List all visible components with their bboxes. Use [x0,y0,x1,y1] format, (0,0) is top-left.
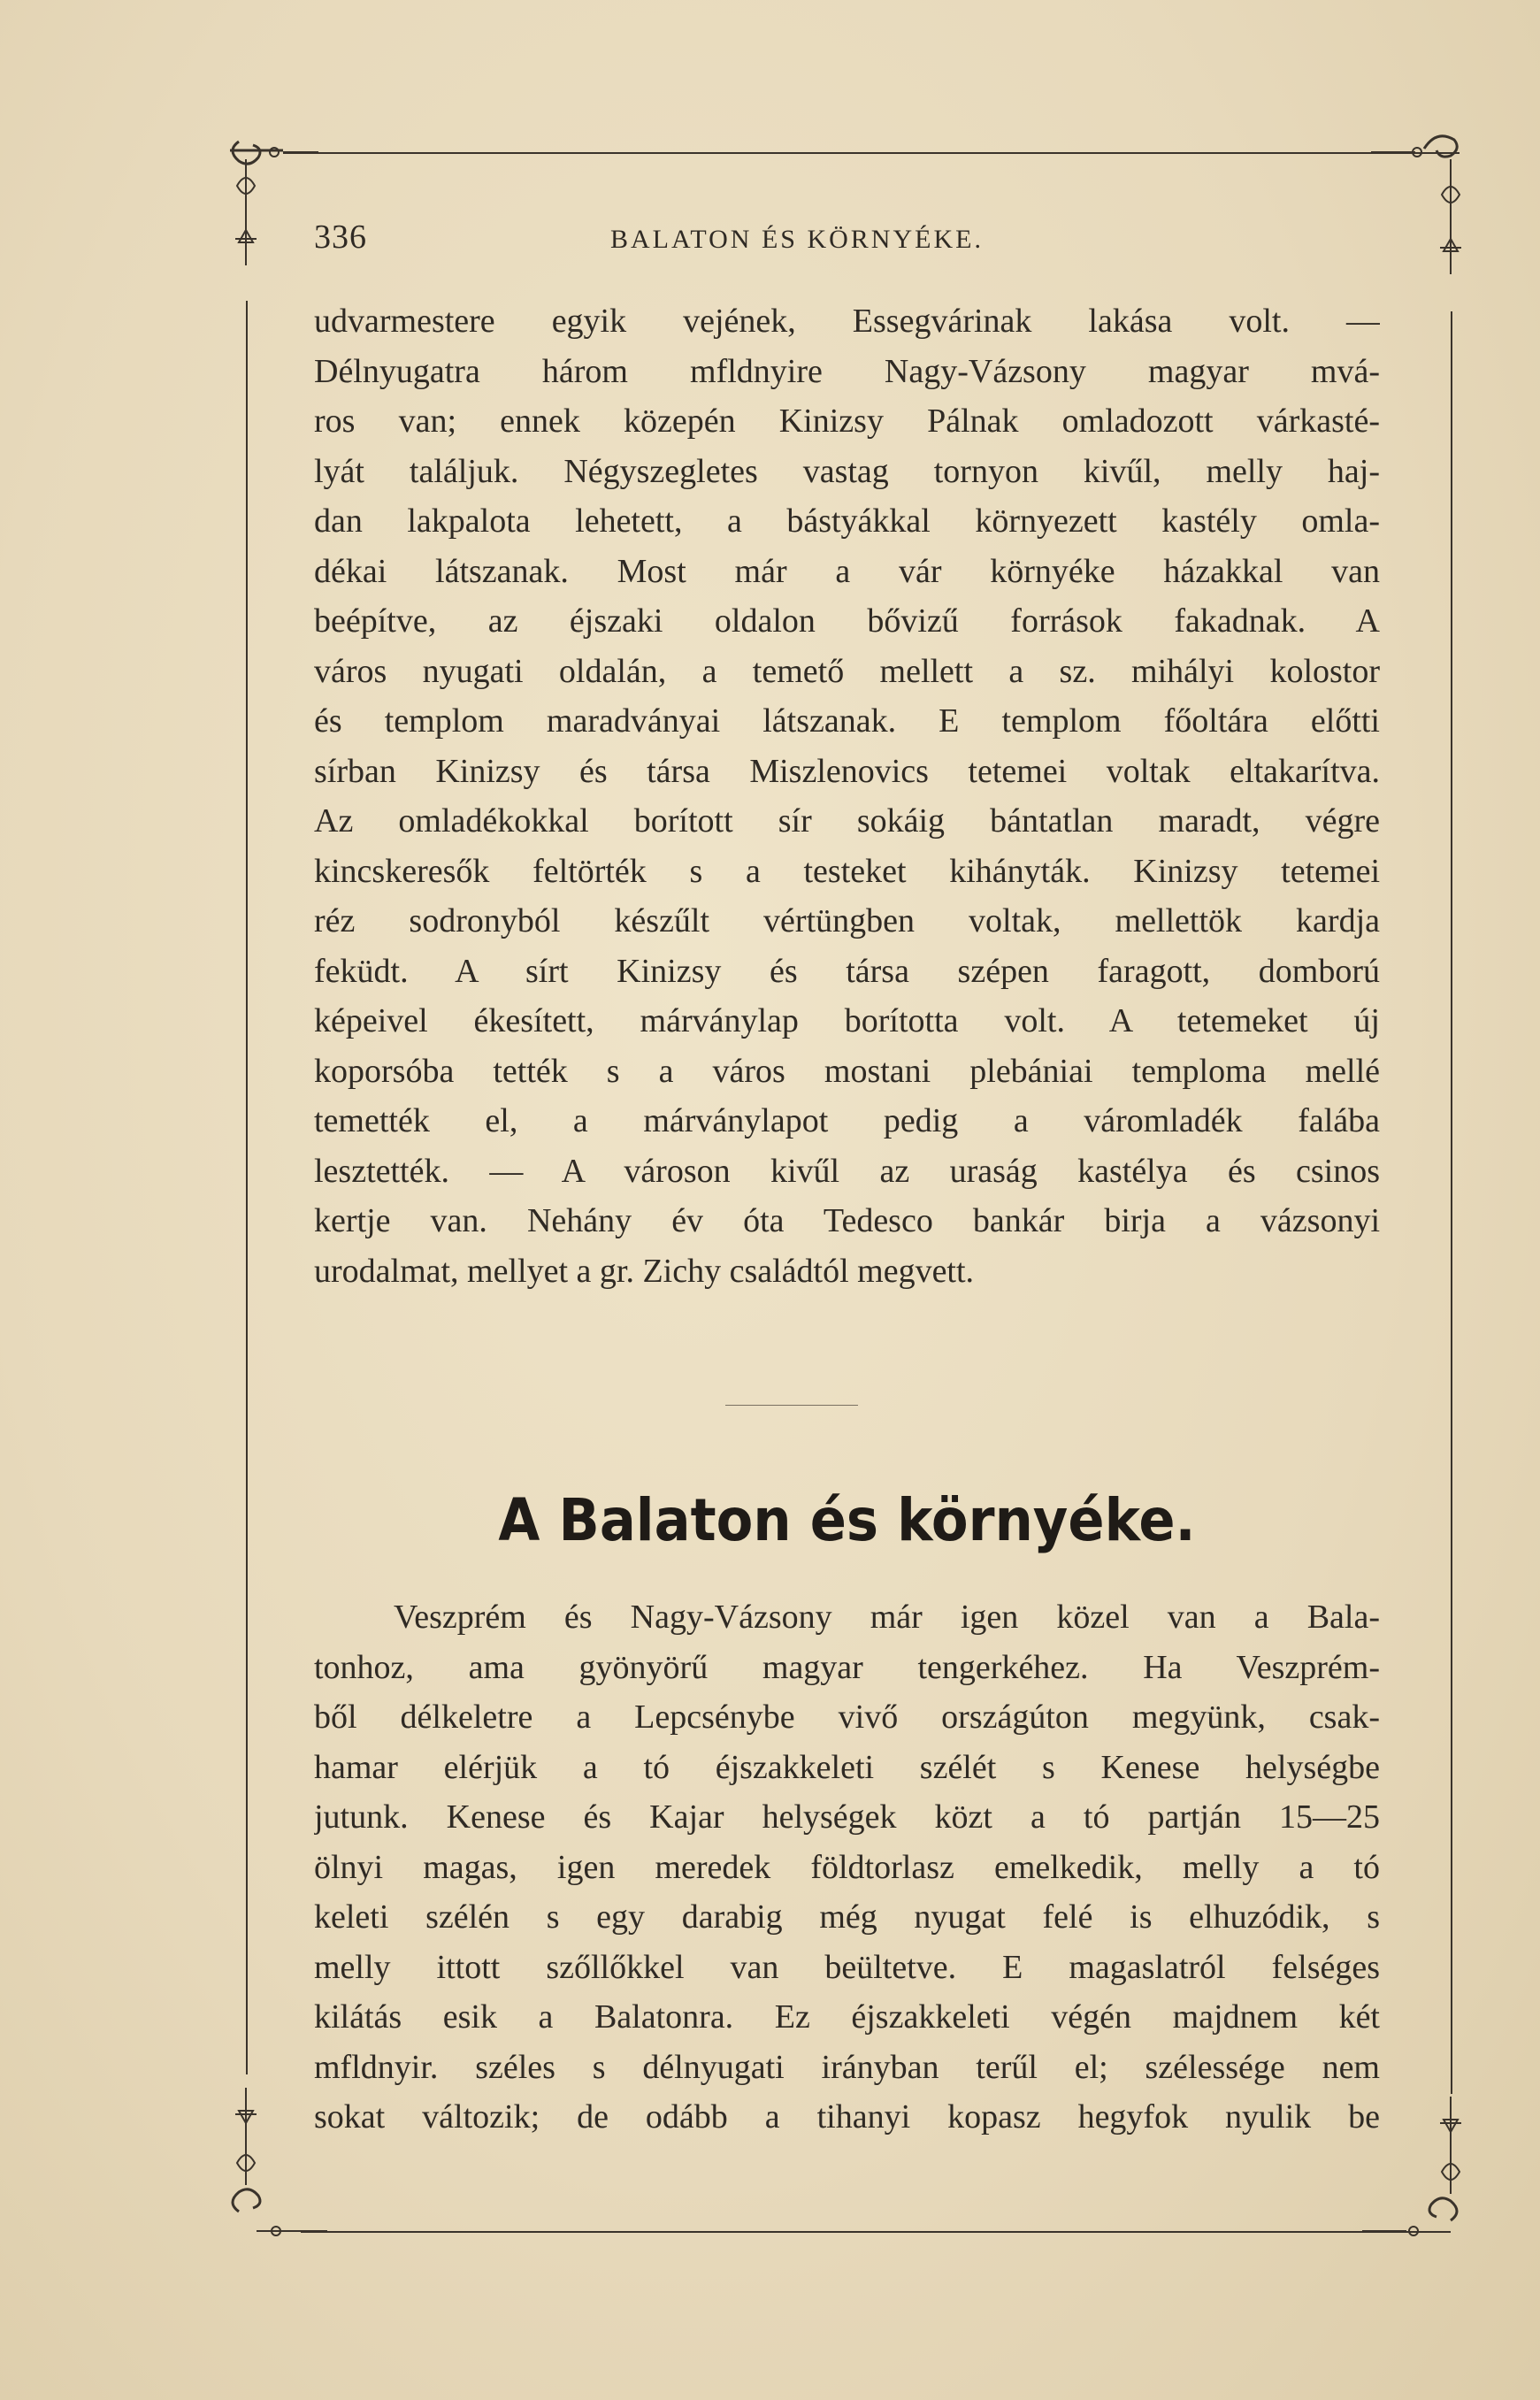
frame-left-rule [246,301,248,2074]
text-line: lyát találjuk. Négyszegletes vastag tornyon kivűl, melly haj- [314,452,1380,490]
running-head: BALATON ÉS KÖRNYÉKE. [610,225,984,254]
text-line: Az omladékokkal borított sír sokáig bántatlan maradt, végre [314,802,1380,840]
text-line: temették el, a márványlapot pedig a váromladék falába [314,1102,1380,1139]
frame-top-rule [283,152,1460,154]
text-line: tonhoz, ama gyönyörű magyar tengerkéhez. Ha Veszprém- [314,1648,1380,1686]
text-line: város nyugati oldalán, a temető mellett a sz. mihályi kolostor [314,652,1380,690]
text-line: koporsóba tették s a város mostani plebániai temploma mellé [314,1052,1380,1090]
text-line: melly ittott szőllőkkel van beültetve. E magaslatról felséges [314,1948,1380,1986]
text-line: hamar elérjük a tó éjszakkeleti szélét s Kenese helységbe [314,1748,1380,1786]
text-line: Délnyugatra három mfldnyire Nagy-Vázsony magyar mvá- [314,352,1380,390]
ornament-icon [221,2079,327,2238]
text-line: sokat változik; de odább a tihanyi kopasz hegyfok nyulik be [314,2098,1380,2135]
text-line: ből délkeletre a Lepcsénybe vivő országúton megyünk, csak- [314,1698,1380,1736]
text-line: jutunk. Kenese és Kajar helységek közt a tó partján 15—25 [314,1798,1380,1836]
section-divider [725,1405,858,1406]
text-line: ros van; ennek közepén Kinizsy Pálnak omladozott várkasté- [314,403,1380,440]
text-line: dékai látszanak. Most már a vár környéke házakkal van [314,552,1380,590]
text-line: és templom maradványai látszanak. E templom főoltára előtti [314,702,1380,740]
page-number: 336 [314,219,367,256]
text-line: Veszprém és Nagy-Vázsony már igen közel van a Bala- [394,1599,1380,1636]
text-line: udvarmestere egyik vejének, Essegvárinak lakása volt. — [314,303,1380,340]
text-line: lesztették. — A városon kivűl az uraság kastélya és csinos [314,1152,1380,1190]
text-line: sírban Kinizsy és társa Miszlenovics tetemei voltak eltakarítva. [314,752,1380,790]
ornament-icon [1362,124,1468,283]
section-title: A Balaton és környéke. [498,1486,1196,1554]
text-line: mfldnyir. széles s délnyugati irányban terűl el; szélessége nem [314,2048,1380,2086]
text-line: kincskeresők feltörték s a testeket kihányták. Kinizsy tetemei [314,852,1380,890]
text-line: ölnyi magas, igen meredek földtorlasz emelkedik, melly a tó [314,1848,1380,1886]
text-line: réz sodronyból készűlt vértüngben voltak, mellettök kardja [314,902,1380,939]
frame-bottom-rule [301,2231,1451,2233]
ornament-icon [221,133,327,292]
text-line: feküdt. A sírt Kinizsy és társa szépen faragott, domború [314,952,1380,990]
text-line: keleti szélén s egy darabig még nyugat felé is elhuzódik, s [314,1898,1380,1936]
text-line: kilátás esik a Balatonra. Ez éjszakkeleti végén majdnem két [314,1998,1380,2036]
text-line: képeivel ékesített, márványlap borította volt. A tetemeket új [314,1002,1380,1039]
page-header [314,218,1375,262]
text-line: kertje van. Nehány év óta Tedesco bankár birja a vázsonyi [314,1202,1380,1239]
corner-ornament-top-right [1362,124,1468,283]
frame-right-rule [1451,311,1452,2094]
paragraph-2 [314,1592,1380,2143]
text-line: urodalmat, mellyet a gr. Zichy családtól megvett. [314,1252,975,1290]
corner-ornament-bottom-left [221,2079,327,2238]
corner-ornament-top-left [221,133,327,292]
paragraph-1 [314,296,1380,1296]
text-line: dan lakpalota lehetett, a bástyákkal környezett kastély omla- [314,502,1380,540]
text-line: beépítve, az éjszaki oldalon bővizű források fakadnak. A [314,602,1380,640]
